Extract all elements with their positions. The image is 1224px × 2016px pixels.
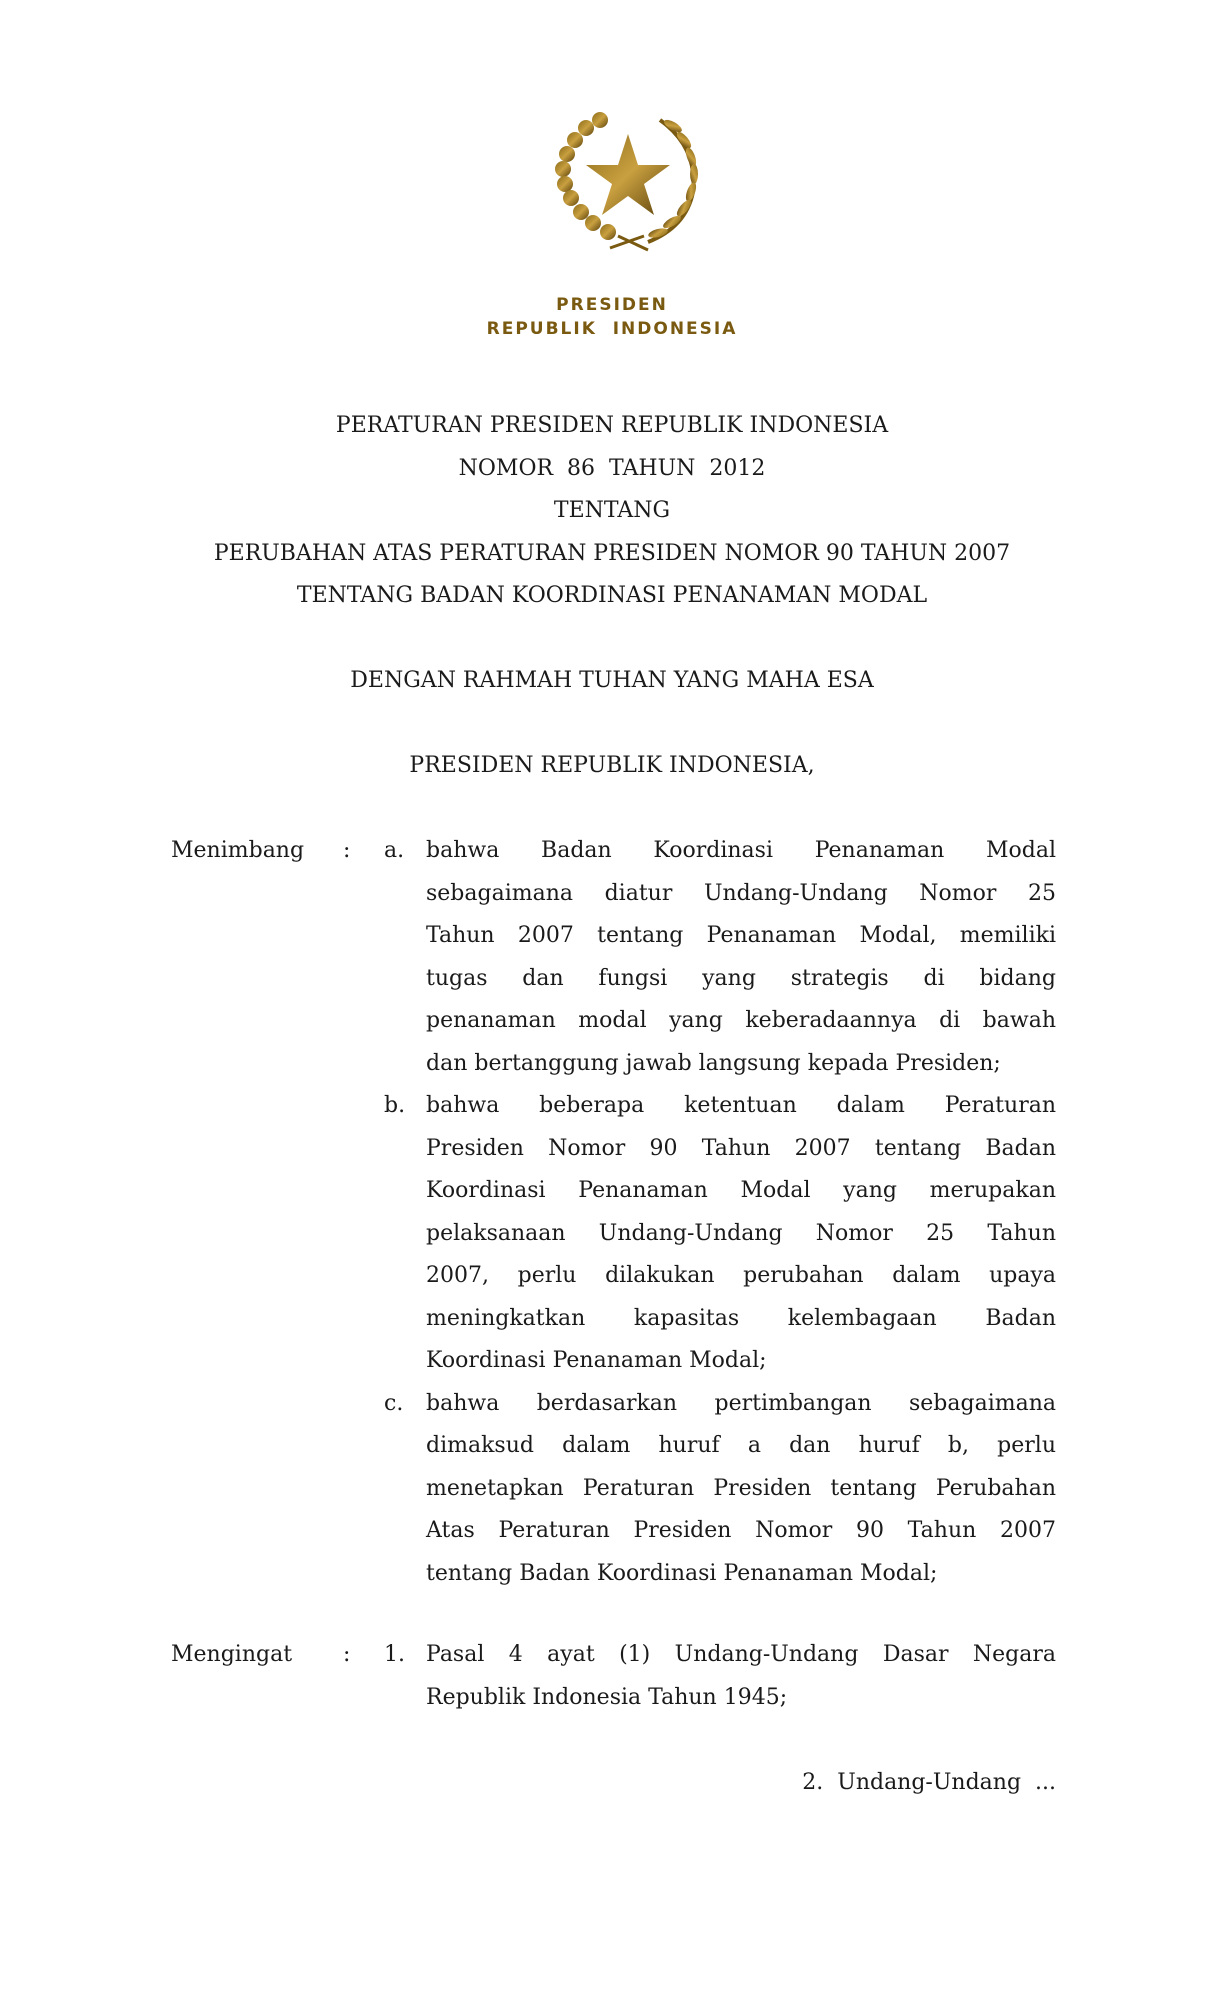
menimbang-label: Menimbang bbox=[171, 838, 305, 863]
clause-line: sebagaimana diatur Undang-Undang Nomor 25 bbox=[426, 880, 1056, 906]
invocation: DENGAN RAHMAH TUHAN YANG MAHA ESA bbox=[350, 668, 874, 693]
clause-line: Republik Indonesia Tahun 1945; bbox=[426, 1684, 788, 1710]
document-title bbox=[0, 405, 1224, 618]
clause-line: tugas dan fungsi yang strategis di bidang bbox=[426, 965, 1056, 991]
clause-line: bahwa Badan Koordinasi Penanaman Modal bbox=[426, 838, 1056, 863]
colon: : bbox=[343, 1642, 351, 1667]
title-line: TENTANG BADAN KOORDINASI PENANAMAN MODAL bbox=[296, 583, 928, 608]
clause-line: pelaksanaan Undang-Undang Nomor 25 Tahun bbox=[426, 1220, 1056, 1246]
title-line: TENTANG bbox=[553, 498, 671, 523]
clause-line: bahwa beberapa ketentuan dalam Peraturan bbox=[426, 1093, 1056, 1118]
clause-line: Koordinasi Penanaman Modal yang merupakan bbox=[426, 1178, 1056, 1203]
mengingat-label: Mengingat bbox=[171, 1642, 293, 1667]
clause-line: tentang Badan Koordinasi Penanaman Modal; bbox=[426, 1560, 938, 1586]
item-marker: b. bbox=[384, 1093, 406, 1118]
clause-line: Koordinasi Penanaman Modal; bbox=[426, 1348, 767, 1373]
letterhead-line2: REPUBLIK INDONESIA bbox=[486, 319, 738, 339]
presidential-emblem bbox=[548, 102, 708, 258]
clause-line: 2007, perlu dilakukan perubahan dalam upaya bbox=[426, 1263, 1056, 1288]
letterhead-line1: PRESIDEN bbox=[556, 295, 668, 315]
clause-line: dan bertanggung jawab langsung kepada Presiden; bbox=[426, 1050, 1001, 1076]
clause-line: meningkatkan kapasitas kelembagaan Badan bbox=[426, 1305, 1056, 1331]
item-marker: c. bbox=[384, 1390, 404, 1416]
page-continuation: 2. Undang-Undang ... bbox=[802, 1770, 1056, 1795]
clause-line: penanaman modal yang keberadaannya di bawah bbox=[426, 1008, 1056, 1033]
clause-line: Pasal 4 ayat (1) Undang-Undang Dasar Negara bbox=[426, 1642, 1056, 1667]
item-marker: a. bbox=[384, 838, 405, 863]
clause-line: menetapkan Peraturan Presiden tentang Perubahan bbox=[426, 1475, 1056, 1501]
colon: : bbox=[343, 838, 351, 863]
title-line: NOMOR 86 TAHUN 2012 bbox=[458, 455, 766, 481]
clause-line: Atas Peraturan Presiden Nomor 90 Tahun 2007 bbox=[426, 1518, 1056, 1543]
clause-line: dimaksud dalam huruf a dan huruf b, perlu bbox=[426, 1433, 1056, 1458]
clause-line: Presiden Nomor 90 Tahun 2007 tentang Badan bbox=[426, 1135, 1056, 1161]
title-line: PERATURAN PRESIDEN REPUBLIK INDONESIA bbox=[335, 413, 889, 438]
clause-line: Tahun 2007 tentang Penanaman Modal, memiliki bbox=[426, 923, 1056, 948]
title-line: PERUBAHAN ATAS PERATURAN PRESIDEN NOMOR 90 TAHUN 2007 bbox=[213, 540, 1011, 566]
clause-line: bahwa berdasarkan pertimbangan sebagaimana bbox=[426, 1390, 1056, 1416]
president-heading: PRESIDEN REPUBLIK INDONESIA, bbox=[409, 753, 815, 778]
item-marker: 1. bbox=[384, 1642, 405, 1667]
